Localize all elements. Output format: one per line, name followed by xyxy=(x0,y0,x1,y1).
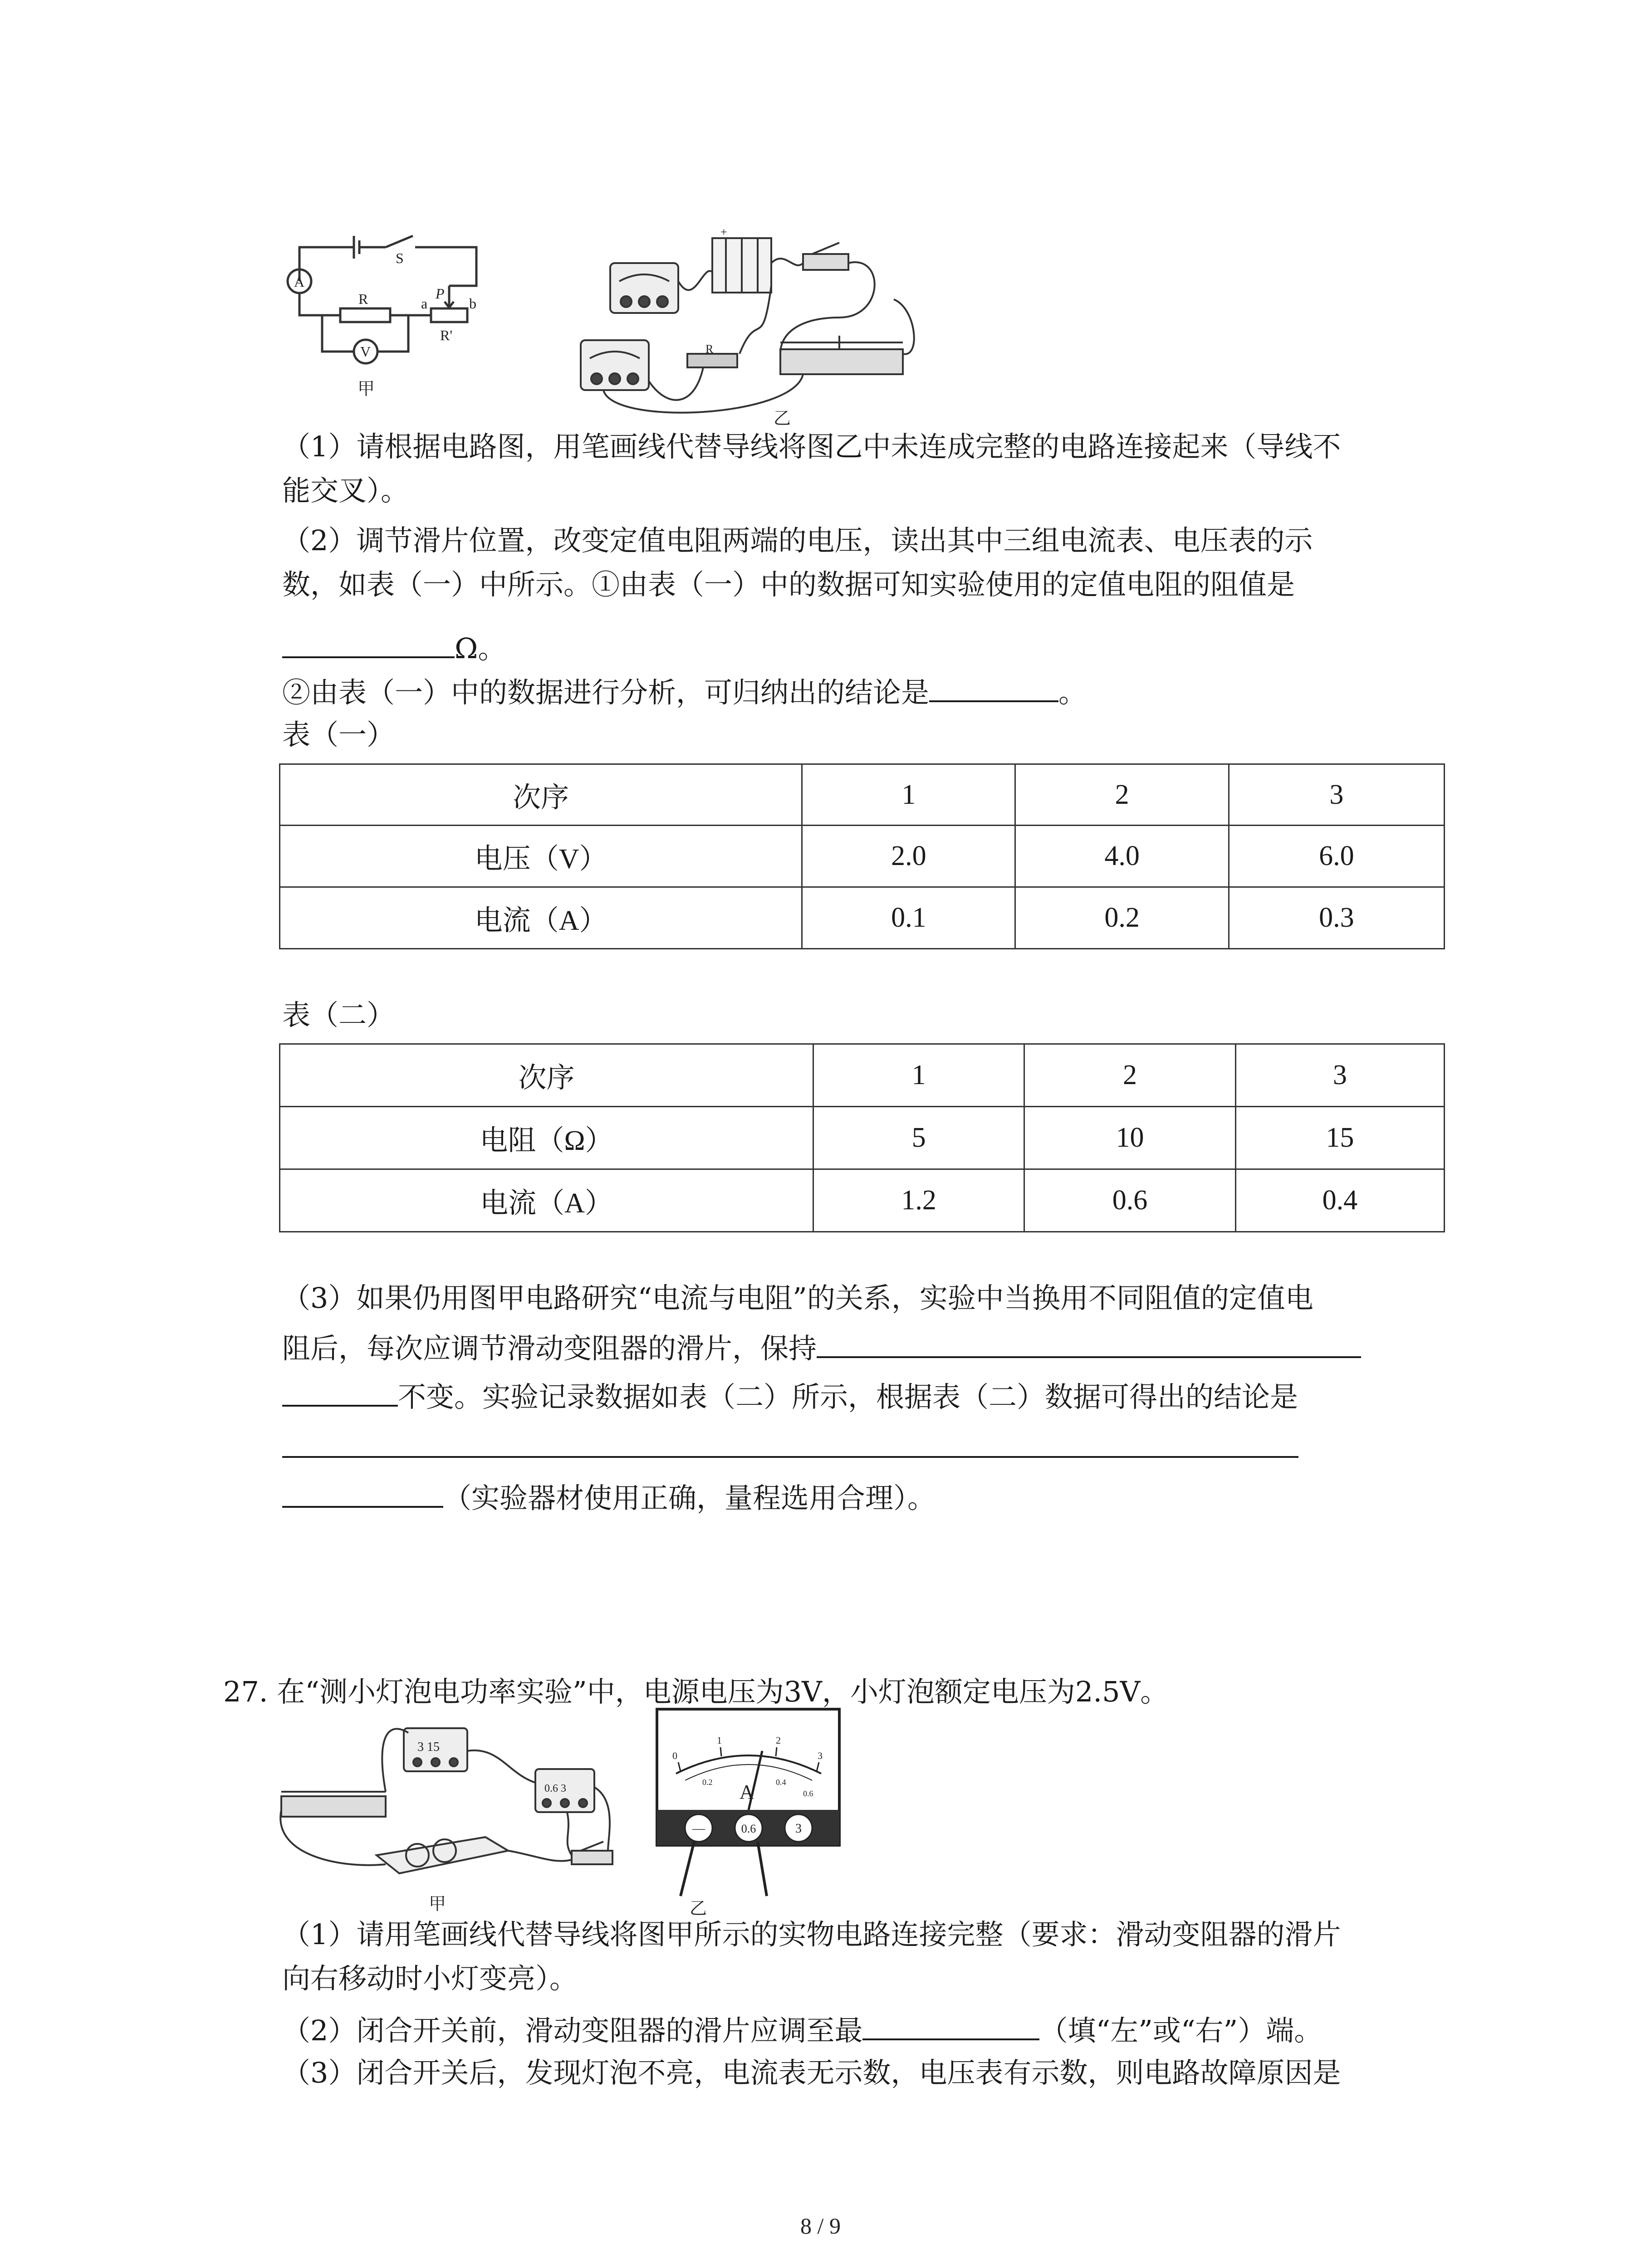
q27-part3-line1: （3）闭合开关后，发现灯泡不亮，电流表无示数，电压表有示数，则电路故障原因是 xyxy=(282,2056,1341,2089)
q27-yi-caption: 乙 xyxy=(690,1899,707,1918)
table-cell: 10 xyxy=(1024,1107,1235,1169)
svg-text:R: R xyxy=(705,342,714,356)
q26-part3-line1: （3）如果仍用图甲电路研究“电流与电阻”的关系，实验中当换用不同阻值的定值电 xyxy=(282,1281,1313,1315)
q27-intro: 27. 在“测小灯泡电功率实验”中，电源电压为3V，小灯泡额定电压为2.5V。 xyxy=(223,1675,1169,1708)
q27-part2-suffix: （填“左”或“右”）端。 xyxy=(1039,2014,1323,2047)
q26-part3-line3-suffix: 不变。实验记录数据如表（二）所示，根据表（二）数据可得出的结论是 xyxy=(398,1380,1298,1413)
q27-physical-circuit-jia xyxy=(272,1719,653,1914)
scale-label-0.4: 0.4 xyxy=(776,1778,786,1787)
ammeter-terminals: 0.6 3 xyxy=(544,1783,566,1794)
meter-unit-label: A xyxy=(740,1781,754,1803)
q27-part1-line1: （1）请用笔画线代替导线将图甲所示的实物电路连接完整（要求：滑动变阻器的滑片 xyxy=(282,1918,1341,1951)
page-number: 8 / 9 xyxy=(800,2213,841,2239)
table-cell: 0.4 xyxy=(1235,1169,1444,1232)
answer-blank-resistance[interactable] xyxy=(282,628,455,658)
table-cell: 1 xyxy=(813,1044,1024,1107)
table-row xyxy=(280,764,1445,826)
table-cell: 0.3 xyxy=(1229,887,1444,949)
table-cell: 6.0 xyxy=(1229,826,1444,887)
q27-jia-caption: 甲 xyxy=(429,1895,446,1914)
table-cell: 3 xyxy=(1235,1044,1444,1107)
yi-caption: 乙 xyxy=(774,409,791,428)
table-cell: 0.6 xyxy=(1024,1169,1235,1232)
table-cell: 电压（V） xyxy=(280,826,802,887)
end-b-label: b xyxy=(469,295,476,312)
q26-part3-line2 xyxy=(282,1328,1361,1367)
table-cell: 次序 xyxy=(280,764,802,826)
table-row xyxy=(280,826,1445,887)
answer-blank-keep-constant[interactable] xyxy=(817,1328,1361,1358)
answer-blank-keep-constant-cont[interactable] xyxy=(282,1377,398,1407)
svg-text:+: + xyxy=(720,225,727,239)
table-2 xyxy=(279,1043,1445,1232)
scale-label-1: 1 xyxy=(717,1735,722,1746)
q26-part2-line3 xyxy=(282,628,506,667)
table-row xyxy=(280,1107,1445,1169)
table-cell: 电流（A） xyxy=(280,1169,813,1232)
circuit-diagram-jia xyxy=(277,213,490,413)
table-cell: 15 xyxy=(1235,1107,1444,1169)
q26-part2-line4-suffix: 。 xyxy=(1058,676,1087,709)
q26-part1-line2: 能交叉）。 xyxy=(282,474,409,507)
table-cell: 2 xyxy=(1024,1044,1235,1107)
table-cell: 电阻（Ω） xyxy=(280,1107,813,1169)
terminal-negative: — xyxy=(692,1822,705,1836)
table-cell: 2 xyxy=(1015,764,1229,826)
scale-label-3: 3 xyxy=(818,1750,823,1761)
q26-part2-line1: （2）调节滑片位置，改变定值电阻两端的电压，读出其中三组电流表、电压表的示 xyxy=(282,524,1313,557)
scale-label-0.2: 0.2 xyxy=(702,1778,713,1787)
q26-part2-line4-prefix: ②由表（一）中的数据进行分析，可归纳出的结论是 xyxy=(282,676,930,709)
q27-part2 xyxy=(282,2010,1322,2049)
terminal-0.6: 0.6 xyxy=(741,1822,756,1835)
q27-part1-line2: 向右移动时小灯变亮）。 xyxy=(282,1962,578,1995)
table-cell: 1.2 xyxy=(813,1169,1024,1232)
q27-ammeter-dial-yi xyxy=(653,1706,844,1919)
scale-label-0.6: 0.6 xyxy=(803,1789,813,1798)
q26-part2-line3-suffix: Ω。 xyxy=(455,632,506,665)
voltmeter-terminals: 3 15 xyxy=(417,1740,440,1754)
q26-part2-line2: 数，如表（一）中所示。①由表（一）中的数据可知实验使用的定值电阻的阻值是 xyxy=(282,568,1295,601)
table2-caption: 表（二） xyxy=(282,998,395,1031)
jia-caption: 甲 xyxy=(358,380,375,399)
table1-caption: 表（一） xyxy=(282,718,395,751)
physical-circuit-yi xyxy=(567,218,1057,431)
ammeter-label: A xyxy=(294,274,305,290)
rheostat-label: R' xyxy=(440,327,453,343)
q27-part2-prefix: （2）闭合开关前，滑动变阻器的滑片应调至最 xyxy=(282,2014,863,2047)
q26-part3-line3 xyxy=(282,1377,1298,1415)
answer-blank-slider-end[interactable] xyxy=(862,2010,1039,2040)
table-cell: 5 xyxy=(813,1107,1024,1169)
resistor-label: R xyxy=(358,291,368,307)
q26-part3-line5-suffix: （实验器材使用正确，量程选用合理）。 xyxy=(443,1481,936,1515)
table-cell: 0.1 xyxy=(802,887,1015,949)
scale-label-0: 0 xyxy=(672,1750,677,1761)
table-cell: 0.2 xyxy=(1015,887,1229,949)
table-cell: 4.0 xyxy=(1015,826,1229,887)
terminal-3: 3 xyxy=(795,1822,802,1836)
table-row xyxy=(280,1044,1445,1107)
q26-part2-line4 xyxy=(282,672,1087,711)
switch-label: S xyxy=(396,250,404,266)
q26-part3-line5 xyxy=(282,1478,936,1516)
q26-part1-line1: （1）请根据电路图，用笔画线代替导线将图乙中未连成完整的电路连接起来（导线不 xyxy=(282,430,1341,463)
scale-label-2: 2 xyxy=(776,1735,781,1746)
slider-label: P xyxy=(436,285,445,302)
table-cell: 次序 xyxy=(280,1044,813,1107)
table-cell: 2.0 xyxy=(802,826,1015,887)
voltmeter-label: V xyxy=(360,343,371,360)
q26-part3-line2-prefix: 阻后，每次应调节滑动变阻器的滑片，保持 xyxy=(282,1332,817,1365)
table-cell: 电流（A） xyxy=(280,887,802,949)
answer-blank-conclusion2-cont[interactable] xyxy=(282,1478,443,1508)
table-row xyxy=(280,887,1445,949)
answer-blank-conclusion2[interactable] xyxy=(282,1456,1298,1458)
answer-blank-conclusion1[interactable] xyxy=(929,672,1058,702)
end-a-label: a xyxy=(421,295,428,312)
table-row xyxy=(280,1169,1445,1232)
table-cell: 3 xyxy=(1229,764,1444,826)
table-cell: 1 xyxy=(802,764,1015,826)
table-1 xyxy=(279,763,1445,949)
